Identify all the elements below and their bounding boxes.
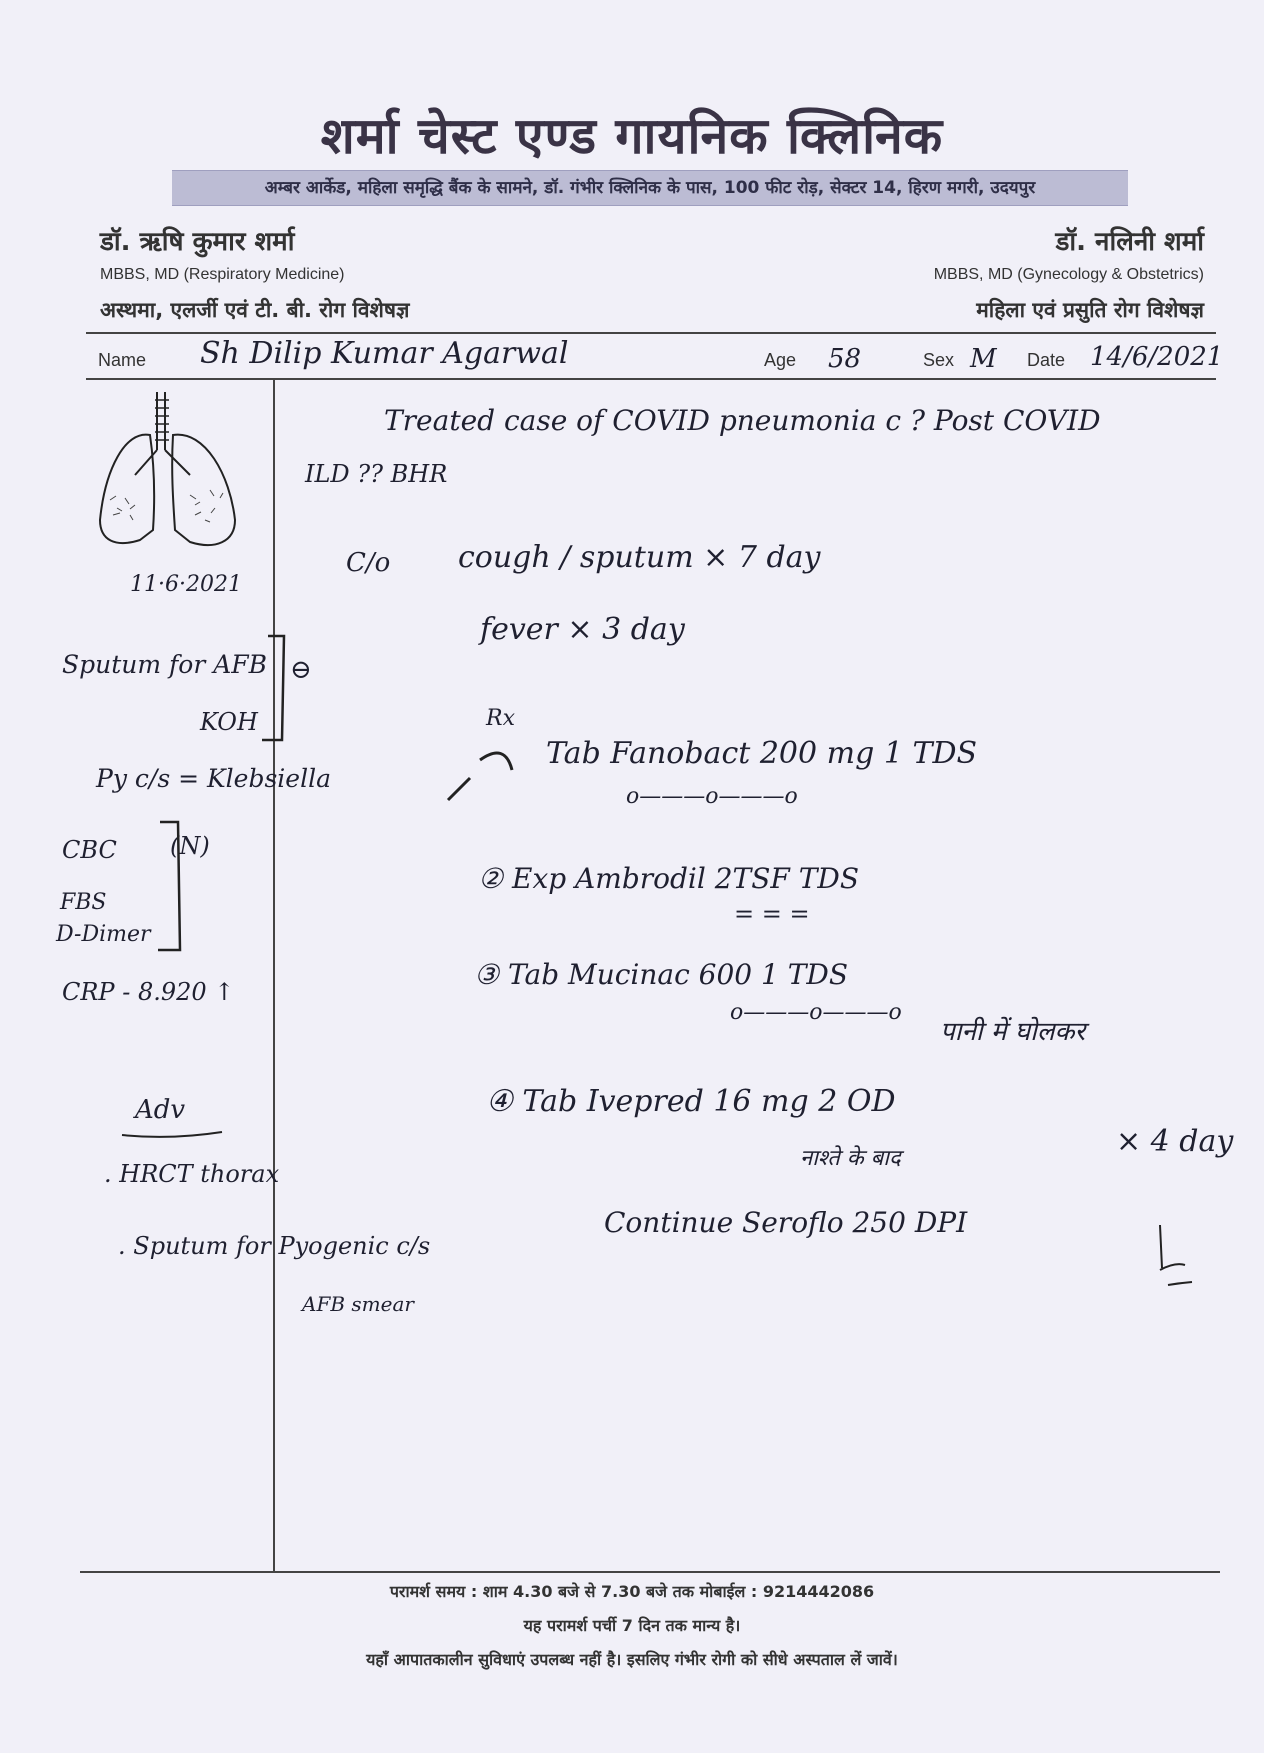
medicine-3: ③ Tab Mucinac 600 1 TDS bbox=[474, 958, 849, 991]
medicine-4-note: नाश्ते के बाद bbox=[800, 1146, 901, 1171]
doctor-left-specialty: अस्थमा, एलर्जी एवं टी. बी. रोग विशेषज्ञ bbox=[100, 298, 410, 322]
note-crp: CRP - 8.920 ↑ bbox=[62, 978, 235, 1006]
medicine-2: ② Exp Ambrodil 2TSF TDS bbox=[478, 862, 860, 895]
doctor-right-name: डॉ. नलिनी शर्मा bbox=[1055, 227, 1204, 257]
advice-sputum-pyogenic: . Sputum for Pyogenic c/s bbox=[118, 1232, 431, 1260]
sex-value: M bbox=[970, 344, 997, 374]
advice-heading: Adv bbox=[135, 1095, 186, 1125]
age-value: 58 bbox=[828, 344, 862, 374]
medicine-1-schedule: o———o———o bbox=[626, 784, 798, 809]
diagnosis-line1: Treated case of COVID pneumonia c ? Post COVID bbox=[384, 404, 1101, 437]
name-value: Sh Dilip Kumar Agarwal bbox=[200, 336, 569, 371]
medicine-3-note: पानी में घोलकर bbox=[940, 1017, 1086, 1047]
note-sputum-afb: Sputum for AFB bbox=[62, 650, 268, 679]
date-label: Date bbox=[1027, 350, 1066, 370]
medicine-3-schedule: o———o———o bbox=[730, 1000, 902, 1025]
complaint-prefix: C/o bbox=[346, 548, 391, 578]
complaint-cough: cough / sputum × 7 day bbox=[458, 540, 821, 575]
sex-label: Sex bbox=[923, 350, 955, 370]
footer-validity: यह परामर्श पर्ची 7 दिन तक मान्य है। bbox=[523, 1616, 741, 1635]
note-d-dimer: D-Dimer bbox=[56, 922, 151, 947]
continue-inhaler: Continue Seroflo 250 DPI bbox=[604, 1206, 968, 1239]
doctor-right-specialty: महिला एवं प्रसुति रोग विशेषज्ञ bbox=[976, 298, 1204, 322]
xray-date: 11·6·2021 bbox=[130, 572, 242, 597]
medicine-4-duration: × 4 day bbox=[1116, 1124, 1234, 1159]
complaint-fever: fever × 3 day bbox=[480, 612, 685, 647]
medicine-4: ④ Tab Ivepred 16 mg 2 OD bbox=[486, 1084, 896, 1119]
doctor-left-name: डॉ. ऋषि कुमार शर्मा bbox=[100, 227, 295, 257]
footer-consultation-time: परामर्श समय : शाम 4.30 बजे से 7.30 बजे तक मोबाईल : 9214442086 bbox=[389, 1582, 875, 1601]
date-value: 14/6/2021 bbox=[1090, 342, 1224, 372]
rx-symbol: Rx bbox=[486, 706, 515, 731]
note-fbs: FBS bbox=[60, 890, 107, 915]
note-koh: KOH bbox=[200, 708, 258, 736]
footer-emergency-note: यहाँ आपातकालीन सुविधाएं उपलब्ध नहीं है। इसलिए गंभीर रोगी को सीधे अस्पताल लें जावें। bbox=[366, 1650, 898, 1669]
advice-afb-smear: AFB smear bbox=[302, 1292, 414, 1316]
advice-hrct: . HRCT thorax bbox=[104, 1160, 280, 1188]
note-cbc-result: (N) bbox=[170, 832, 210, 860]
note-cbc: CBC bbox=[62, 836, 117, 864]
age-label: Age bbox=[764, 350, 797, 370]
note-pyogenic-culture: Py c/s = Klebsiella bbox=[96, 764, 331, 793]
doctor-left-degree: MBBS, MD (Respiratory Medicine) bbox=[100, 266, 345, 283]
doctor-right-degree: MBBS, MD (Gynecology & Obstetrics) bbox=[933, 266, 1204, 283]
clinic-name: शर्मा चेस्ट एण्ड गायनिक क्लिनिक bbox=[320, 107, 944, 165]
medicine-1: Tab Fanobact 200 mg 1 TDS bbox=[546, 736, 978, 771]
note-sputum-afb-result: ⊖ bbox=[290, 655, 312, 685]
medicine-2-schedule: = = = bbox=[734, 900, 810, 928]
diagnosis-line2: ILD ?? BHR bbox=[305, 460, 448, 488]
footer-divider bbox=[80, 1571, 1220, 1573]
clinic-address: अम्बर आर्केड, महिला समृद्धि बैंक के सामने, डॉ. गंभीर क्लिनिक के पास, 100 फीट रोड़, सेक्टर 14, हिरण मगरी, उदयपुर bbox=[172, 170, 1128, 206]
name-label: Name bbox=[98, 350, 147, 370]
